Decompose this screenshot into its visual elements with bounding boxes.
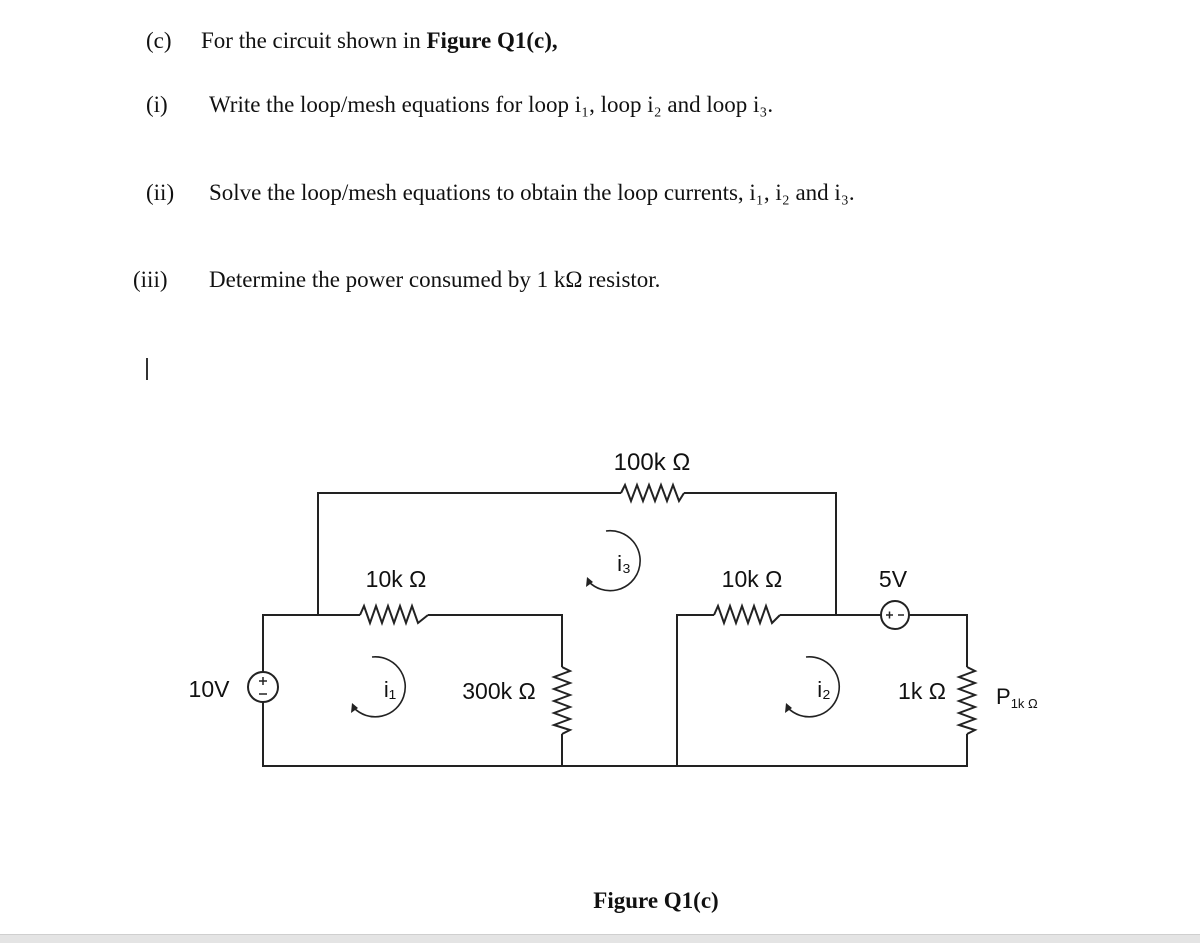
label-power-p: P	[996, 684, 1011, 709]
label-5v: 5V	[878, 566, 908, 592]
label-1k: 1k Ω	[898, 678, 946, 704]
loop-arrow-i2	[788, 657, 839, 717]
resistor-1k	[959, 667, 975, 734]
sub-iii-number: (iii)	[133, 267, 168, 292]
label-power	[996, 684, 1038, 711]
source-10v-icon	[248, 672, 278, 702]
label-10k-mid: 10k Ω	[721, 566, 783, 592]
resistor-10k-left	[360, 606, 428, 623]
loop-arrow-i3	[589, 531, 640, 591]
label-10v: 10V	[188, 676, 230, 702]
resistor-300k	[554, 667, 570, 734]
source-5v-icon	[881, 601, 909, 629]
label-i3: i₃	[617, 551, 631, 576]
wire-top	[318, 493, 836, 615]
label-power-sub: 1k Ω	[1010, 696, 1038, 711]
sub-ii-text: Solve the loop/mesh equations to obtain the loop currents, i₁, i₂ and i₃.	[209, 180, 855, 205]
loop-arrow-i1	[354, 657, 405, 717]
part-c-number: (c)	[146, 28, 172, 53]
sub-iii-text: Determine the power consumed by 1 kΩ resistor.	[209, 267, 661, 292]
sub-i-number: (i)	[146, 92, 168, 117]
part-c-figure-ref: Figure Q1(c),	[426, 28, 558, 53]
sub-ii-number: (ii)	[146, 180, 175, 205]
label-i1: i₁	[383, 677, 397, 702]
resistor-10k-mid	[714, 606, 780, 623]
resistor-100k	[621, 485, 684, 501]
part-c-text-pre: For the circuit shown in	[201, 28, 427, 53]
label-i2: i₂	[817, 677, 831, 702]
sub-i-text: Write the loop/mesh equations for loop i₁, loop i₂ and loop i₃.	[209, 92, 774, 117]
label-10k-left: 10k Ω	[365, 566, 427, 592]
label-100k: 100k Ω	[613, 449, 691, 476]
label-300k: 300k Ω	[462, 678, 536, 704]
figure-caption: Figure Q1(c)	[593, 888, 719, 913]
